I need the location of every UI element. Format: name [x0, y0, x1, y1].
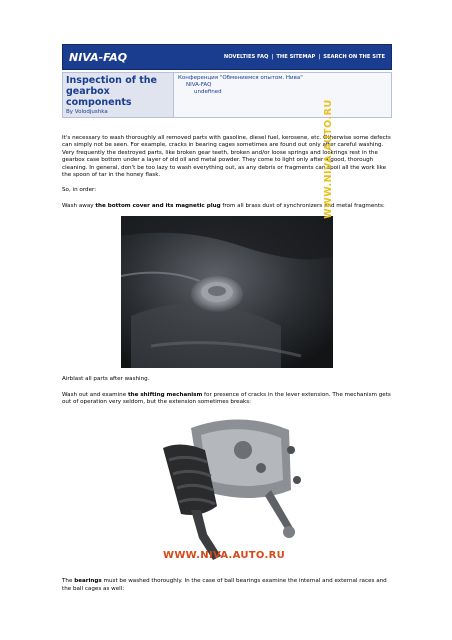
- breadcrumb: [174, 72, 392, 118]
- breadcrumb-item-current: undefined: [194, 89, 222, 95]
- paragraph-airblast: Airblast all parts after washing.: [62, 376, 150, 383]
- bold-bottom-cover: the bottom cover and its magnetic plug: [95, 202, 221, 209]
- nav-search[interactable]: SEARCH ON THE SITE: [323, 54, 385, 60]
- nav-novelties-faq[interactable]: NOVELTIES FAQ: [223, 54, 269, 60]
- site-header: [62, 44, 392, 70]
- paragraph-bottom-cover: Wash away the bottom cover and its magnetic plug from all brass dust of synchronizers and metal fragments:: [62, 202, 385, 209]
- author-byline: By Volodjushka: [66, 109, 108, 115]
- nav-separator: |: [318, 54, 321, 60]
- page-title: Inspection of the gearbox components: [66, 75, 157, 108]
- paragraph-in-order: So, in order:: [62, 187, 97, 194]
- photo-watermark: WWW.NIVA.AUTO.RU: [323, 99, 334, 219]
- nav-sitemap[interactable]: THE SITEMAP: [276, 54, 316, 60]
- nav-separator: |: [271, 54, 274, 60]
- top-navigation: [224, 54, 391, 60]
- paragraph-bearings: The bearings must be washed thoroughly. In the case of ball bearings examine the internal and external races and the ball cages as well:: [62, 578, 387, 592]
- site-logo[interactable]: NIVA-FAQ: [69, 50, 128, 64]
- photo-watermark: WWW.NIVA.AUTO.RU: [163, 550, 286, 562]
- page: [62, 44, 392, 601]
- title-row: [62, 72, 392, 118]
- breadcrumb-item-niva-faq[interactable]: NIVA-FAQ: [186, 82, 212, 88]
- bold-bearings: bearings: [74, 578, 102, 585]
- paragraph-shifting-mechanism: Wash out and examine the shifting mechanism for presence of cracks in the lever extension. The mechanism gets out of operation very seldom, but the extension sometimes breaks:: [62, 391, 391, 406]
- photo-shifting-mechanism: [121, 410, 333, 568]
- photo-shifting-mechanism-image: [121, 410, 333, 568]
- breadcrumb-item-conference[interactable]: Конференция "Обмениемся опытом. Нива": [178, 75, 303, 81]
- bold-shifting-mechanism: the shifting mechanism: [127, 391, 203, 398]
- photo-magnetic-plug-image: [121, 216, 333, 368]
- paragraph-intro: It's necessary to wash thoroughly all removed parts with gasoline, diesel fuel, kerosene, etc. Otherwise some defects can simply not be seen. For example, cracks in bearing cages sometimes are found out only after careful washing. Very frequently the destroyed parts, like broken gear teeth, broken and/or loose springs and lockrings rest in the gearbox case bottom under a layer of old oil and metal powder. They come to light only after a good, thorough cleaning. In general, don't be too lazy to wash everything out, as any debris or fragments can spoil all the work like the spoon of tar in the honey flask.: [62, 135, 391, 179]
- title-box: [62, 72, 174, 118]
